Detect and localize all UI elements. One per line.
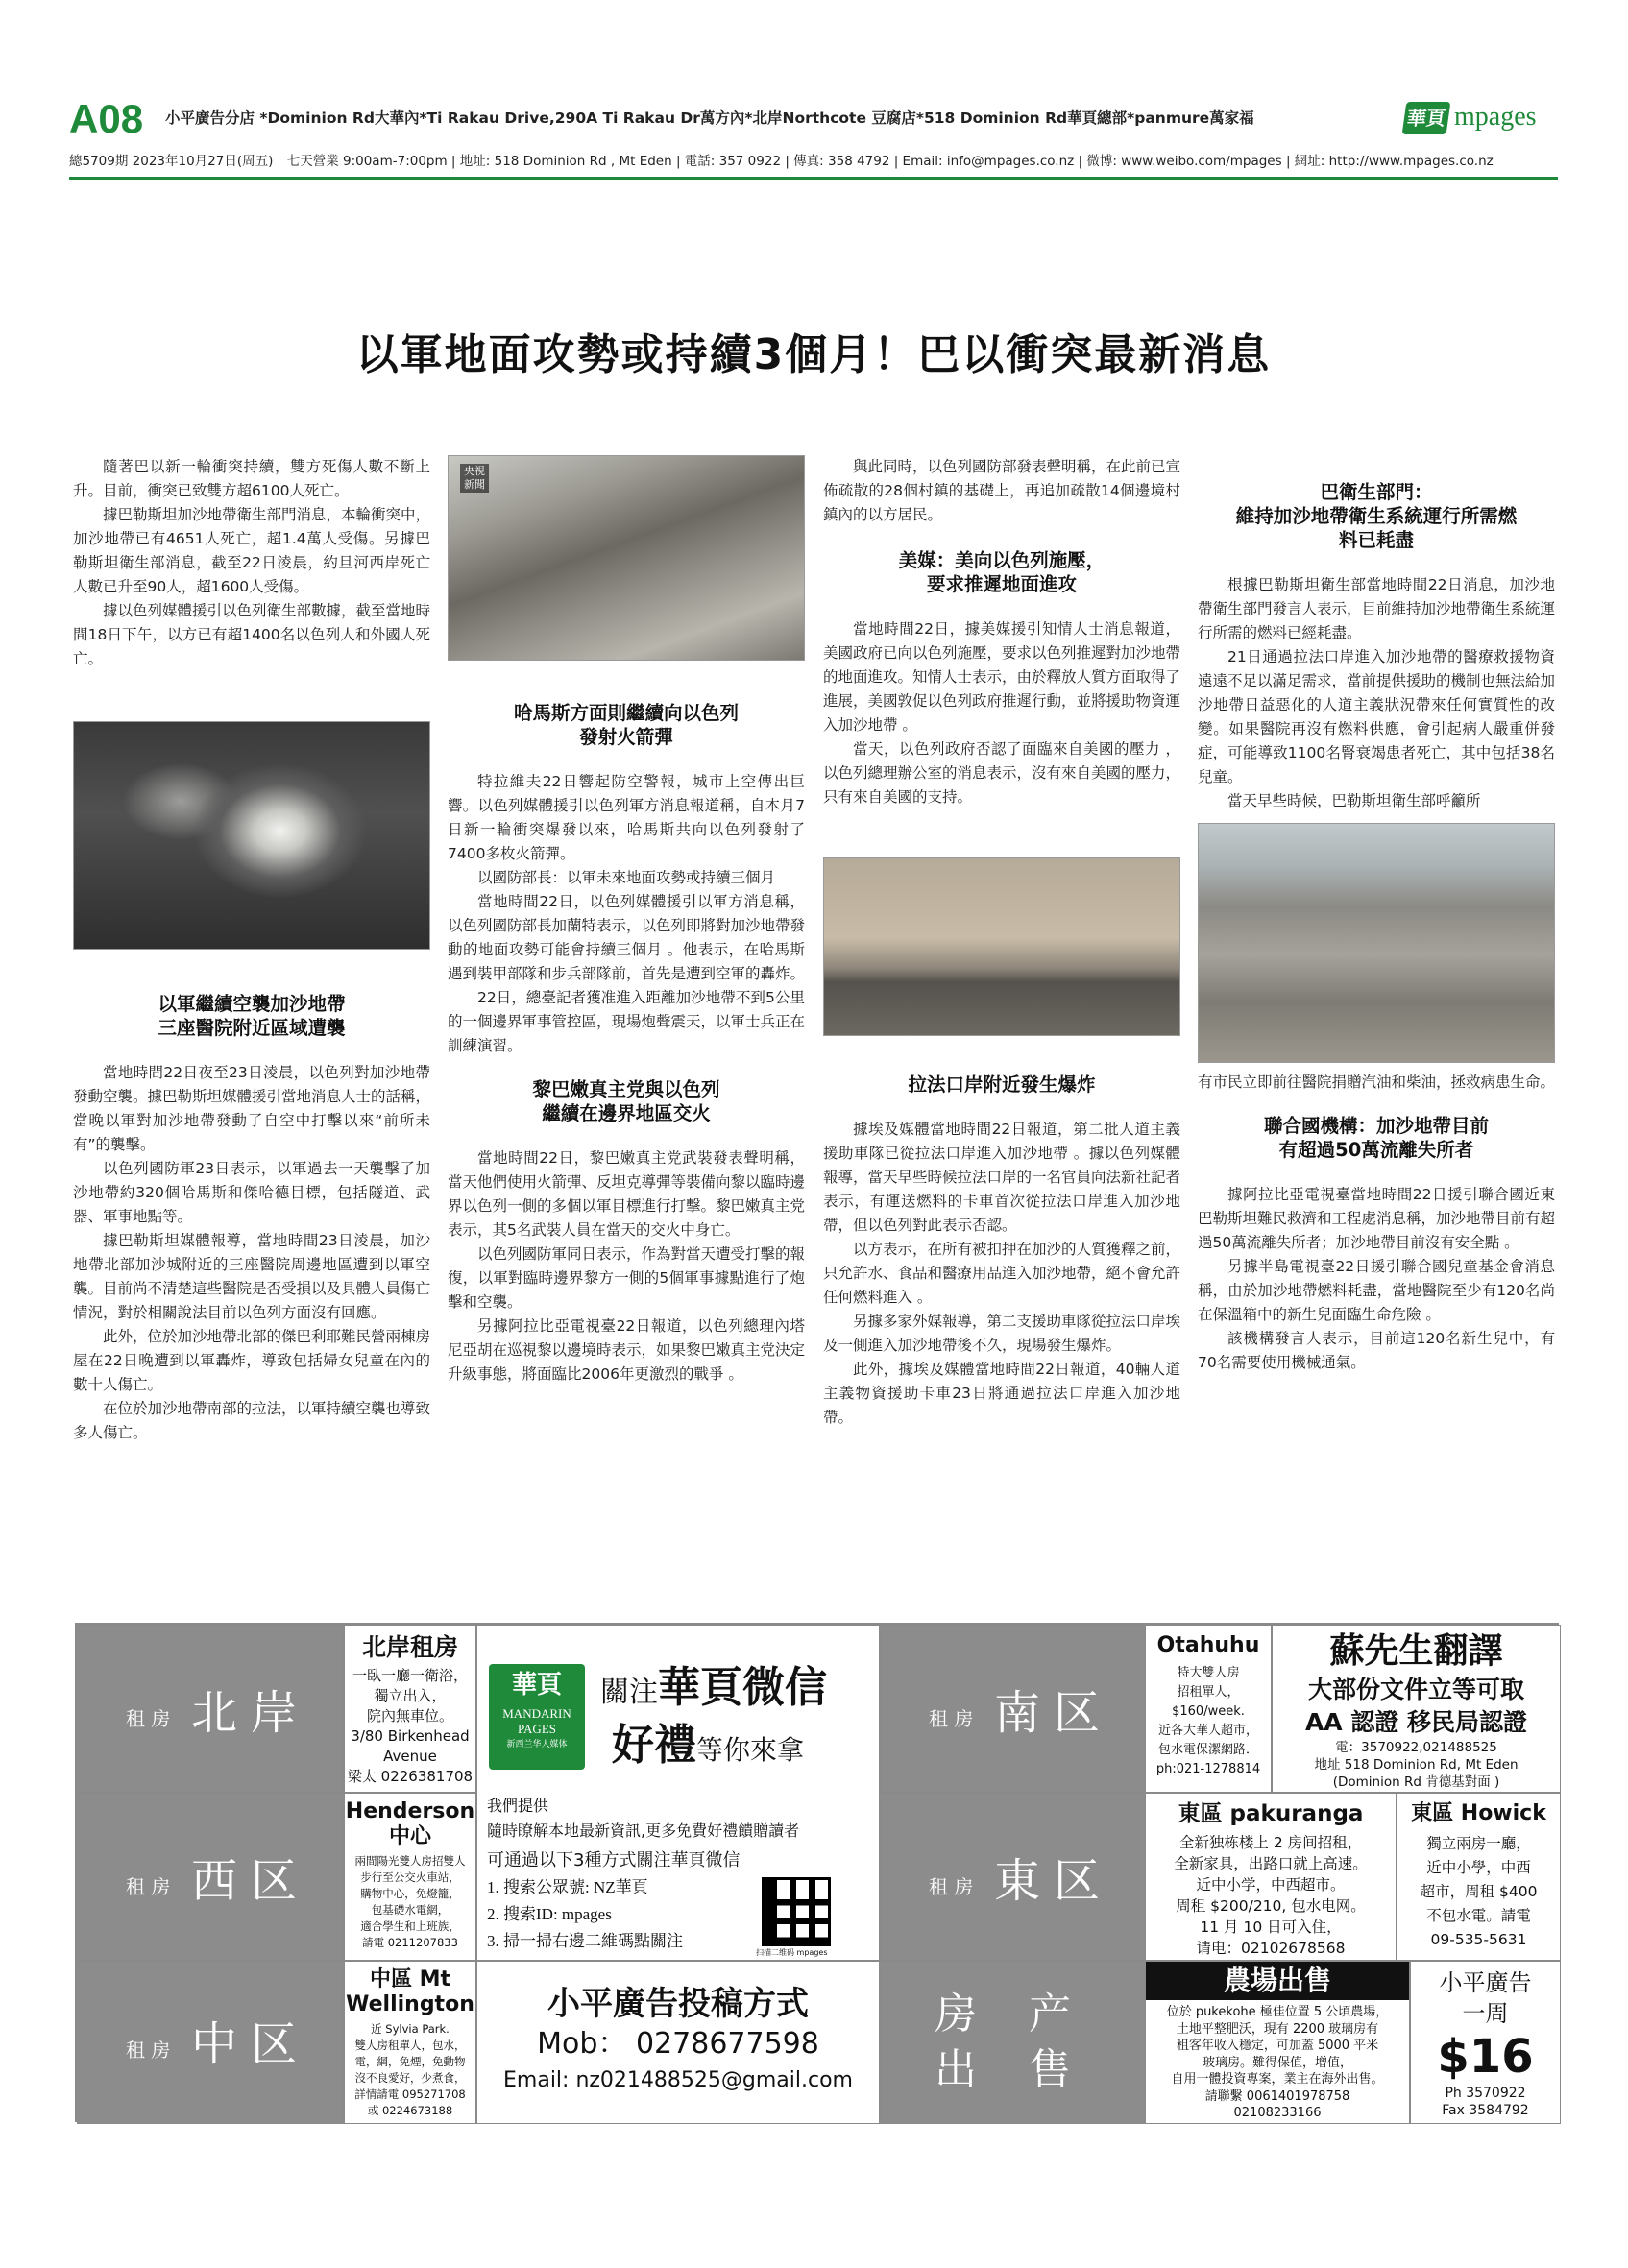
rafah-smoke-photo [823, 857, 1180, 1036]
page-headline: 以軍地面攻勢或持續3個月！巴以衝突最新消息 [355, 330, 1272, 379]
rubble-photo [448, 455, 805, 661]
issue-line [69, 152, 1558, 171]
region-label: 南区 [994, 1686, 1114, 1740]
paragraph: 當天早些時候，巴勒斯坦衛生部呼籲所 [1227, 792, 1481, 809]
paragraph: 以方表示，在所有被扣押在加沙的人質獲釋之前，只允許水、食品和醫療用品進入加沙地帶，絕不會允許任何燃料進入 。 [823, 1241, 1181, 1306]
paragraph: 據埃及媒體當地時間22日報道，第二批人道主義援助車隊已從拉法口岸進入加沙地帶 。據以色列媒體報導，當天早些時候拉法口岸的一名官員向法新社記者表示，有運送燃料的卡車首次從拉法口岸進入加沙地帶，但以色列對此表示否認。 [823, 1121, 1181, 1234]
ad-mt-wellington [344, 1961, 476, 2124]
region-middle [77, 1961, 344, 2124]
paragraph: 該機構發言人表示，目前這120名新生兒中，有70名需要使用機械通氣。 [1198, 1330, 1555, 1371]
ad-farm-sale [1145, 1961, 1410, 2124]
region-label: 西区 [191, 1854, 311, 1908]
branch-list: 小平廣告分店 *Dominion Rd大華內*Ti Rakau Drive,290A Ti Rakau Dr萬方內*北岸Northcote 豆腐店*518 Dominion Rd華頁總部*panmure萬家福 [165, 109, 1254, 127]
article-column-3 [823, 455, 1180, 1430]
subheading: 以軍繼續空襲加沙地帶 三座醫院附近區域遭襲 [158, 993, 346, 1039]
region-south [880, 1625, 1145, 1793]
wechat-methods: 可通過以下3種方式關注華頁微信 [487, 1850, 741, 1870]
region-west [77, 1793, 344, 1961]
paragraph: 與此同時，以色列國防部發表聲明稱，在此前已宣佈疏散的28個村鎮的基礎上，再追加疏散14個邊境村鎮內的以方居民。 [823, 458, 1181, 523]
cctv-news-tag: 央視 新聞 [460, 464, 489, 493]
logo-text: mpages [1454, 102, 1537, 132]
logo-mark: 華頁 [1402, 102, 1451, 134]
ad-title: 東區 pakuranga [1178, 1801, 1364, 1826]
ad-body: 一臥一廳一衛浴， 獨立出入， 院內無車位。 3/80 Birkenhead Avenue 梁太 0226381708 [347, 1667, 474, 1785]
ad-title: 北岸租房 [361, 1633, 458, 1661]
ad-price [1410, 1961, 1561, 2124]
wechat-step: 1. 搜索公眾號: NZ華頁 [487, 1878, 648, 1896]
article-column-1 [73, 455, 430, 1445]
ad-title: 中區 Mt Wellington [346, 1967, 474, 2016]
logo-sub: MANDARIN PAGES [502, 1706, 571, 1736]
ad-pakuranga [1145, 1793, 1397, 1961]
page-number: A08 [69, 96, 144, 141]
paragraph: 據以色列媒體援引以色列衛生部數據，截至當地時間18日下午，以方已有超1400名以色列人和外國人死亡。 [73, 602, 431, 667]
region-label: 房 产 出 售 [935, 1990, 1090, 2094]
paragraph: 有市民立即前往醫院捐贈汽油和柴油，拯救病患生命。 [1198, 1074, 1556, 1091]
gift-suffix: 等你來拿 [696, 1734, 805, 1766]
ad-north-rental [344, 1625, 476, 1793]
issue-date: 總5709期 2023年10月27日(周五) [69, 154, 274, 169]
region-small-label: 租 房 [929, 1875, 974, 1898]
ad-price-amount: $16 [1437, 2030, 1534, 2084]
paragraph: 此外，據埃及媒體當地時間22日報道，40輛人道主義物資援助卡車23日將通過拉法口岸進入加沙地帶。 [823, 1361, 1180, 1426]
region-small-label: 租 房 [126, 1707, 171, 1730]
paragraph: 以色列國防軍23日表示，以軍過去一天襲擊了加沙地帶約320個哈馬斯和傑哈德目標，包括隧道、武器、軍事地點等。 [73, 1160, 430, 1225]
wechat-line1 [600, 1653, 827, 1714]
paragraph: 據阿拉比亞電視臺當地時間22日援引聯合國近東巴勒斯坦難民救濟和工程處消息稱，加沙地帶目前有超過50萬流離失所者；加沙地帶目前沒有安全點 。 [1198, 1186, 1556, 1251]
paragraph: 此外，位於加沙地帶北部的傑巴利耶難民營兩棟房屋在22日晚遭到以軍轟炸，導致包括婦女兒童在內的數十人傷亡。 [73, 1328, 431, 1393]
page-header [69, 96, 1558, 184]
submit-title: 小平廣告投稿方式 [547, 1985, 809, 2023]
ad-howick [1397, 1793, 1561, 1961]
logo-note: 新西兰华人媒体 [506, 1740, 568, 1749]
ad-title: 小平廣告 一周 [1439, 1969, 1532, 2027]
subheading: 美媒：美向以色列施壓， 要求推遲地面進攻 [898, 549, 1106, 595]
subheading: 巴衛生部門： 維持加沙地帶衛生系統運行所需燃 料已耗盡 [1235, 481, 1518, 551]
gift-text: 好禮 [612, 1721, 696, 1770]
paragraph: 另據半島電視臺22日援引聯合國兒童基金會消息稱，由於加沙地帶燃料耗盡，當地醫院至少有120名尚在保溫箱中的新生兒面臨生命危險 。 [1198, 1258, 1555, 1323]
region-label: 北岸 [191, 1686, 311, 1740]
paragraph: 另據阿拉比亞電視臺22日報道，以色列總理內塔尼亞胡在巡視黎以邊境時表示，如果黎巴嫩真主党決定升級事態，將面臨比2006年更激烈的戰爭 。 [448, 1317, 806, 1383]
airstrike-night-photo [73, 721, 430, 950]
submit-mobile: Mob： 0278677598 [537, 2027, 819, 2061]
region-small-label: 租 房 [929, 1707, 974, 1730]
region-north [77, 1625, 344, 1793]
ad-body: 特大雙人房 招租單人， $160/week. 近各大華人超市， 包水電保潔網路． ph:021-1278814 [1155, 1666, 1261, 1776]
ad-title: 東區 Howick [1411, 1801, 1546, 1825]
logo-mark: 華頁 [511, 1671, 562, 1700]
ad-title: Henderson 中心 [345, 1799, 475, 1848]
paragraph: 當地時間22日，據美媒援引知情人士消息報道，美國政府已向以色列施壓，要求以色列推遲對加沙地帶的地面進攻。知情人士表示，由於釋放人質方面取得了進展，美國敦促以色列政府推遲行動，並將援助物資運入加沙地帶 。 [823, 620, 1181, 734]
ad-henderson [344, 1793, 476, 1961]
paragraph: 以色列國防軍同日表示，作為對當天遭受打擊的報復，以軍對臨時邊界黎方一側的5個軍事據點進行了炮擊和空襲。 [448, 1245, 806, 1311]
ad-title: 農場出售 [1146, 1962, 1409, 2000]
wechat-intro: 我們提供 [487, 1797, 549, 1815]
paragraph: 據巴勒斯坦加沙地帶衛生部門消息，本輪衝突中，加沙地帶已有4651人死亡，超1.4萬人受傷。另據巴勒斯坦衛生部消息，截至22日淩晨，約旦河西岸死亡人數已升至90人，超1600人受傷。 [73, 506, 431, 595]
paragraph: 在位於加沙地帶南部的拉法，以軍持續空襲也導致多人傷亡。 [73, 1400, 431, 1441]
ad-submission [476, 1961, 880, 2124]
follow-text: 關注 [600, 1676, 658, 1709]
paragraph: 根據巴勒斯坦衛生部當地時間22日消息，加沙地帶衛生部門發言人表示，目前維持加沙地帶衛生系統運行所需的燃料已經耗盡。 [1198, 576, 1556, 641]
wechat-line2 [612, 1710, 804, 1772]
subheading: 拉法口岸附近發生爆炸 [908, 1074, 1096, 1096]
paragraph: 特拉維夫22日響起防空警報，城市上空傳出巨響。以色列媒體援引以色列軍方消息報道稱，自本月7日新一輪衝突爆發以來，哈馬斯共向以色列發射了7400多枚火箭彈。 [448, 773, 805, 862]
ad-phone: Ph 3570922 [1445, 2086, 1526, 2101]
region-label: 中区 [191, 2017, 311, 2071]
subheading: 哈馬斯方面則繼續向以色列 發射火箭彈 [513, 702, 739, 748]
region-property-sale [880, 1961, 1145, 2124]
ad-translation [1272, 1625, 1561, 1793]
qr-code[interactable] [762, 1877, 831, 1946]
region-label: 東区 [994, 1854, 1114, 1908]
article-column-4 [1198, 455, 1555, 1375]
region-small-label: 租 房 [126, 1875, 171, 1898]
wechat-desc: 隨時瞭解本地最新資訊,更多免費好禮饋贈讀者 [487, 1822, 800, 1840]
paragraph: 以國防部長：以軍未來地面攻勢或持續三個月 [477, 869, 776, 886]
paragraph: 當地時間22日夜至23日淩晨，以色列對加沙地帶發動空襲。據巴勒斯坦媒體援引當地消息人士的話稱，當晚以軍對加沙地帶發動了自空中打擊以來“前所未有”的襲擊。 [73, 1064, 431, 1153]
qr-caption: 扫描二维码 mpages [756, 1948, 828, 1957]
paragraph: 22日，總臺記者獲准進入距離加沙地帶不到5公里的一個邊界軍事管控區，現場炮聲震天，以軍士兵正在訓練演習。 [448, 989, 806, 1054]
paragraph: 當天，以色列政府否認了面臨來自美國的壓力 ，以色列總理辦公室的消息表示，沒有來自美國的壓力，只有來自美國的支持。 [823, 740, 1181, 806]
region-small-label: 租 房 [126, 2039, 171, 2062]
classified-ads [75, 1623, 1559, 2122]
mpages-logo [1404, 100, 1558, 138]
wechat-step: 3. 掃一掃右邊二維碼點關注 [487, 1932, 683, 1950]
subheading: 黎巴嫩真主党與以色列 繼續在邊界地區交火 [532, 1078, 720, 1124]
ad-body: 全新独栋楼上 2 房间招租， 全新家具，出路口就上高速。 近中小学，中西超市。 周租 $200/210, 包水电网。 11 月 10 日可入住， 请电：02102678568 [1174, 1834, 1368, 1957]
ad-body: 兩間陽光雙人房招雙人 步行至公交火車站， 購物中心，免燈籠， 包基礎水電網， 適合學生和上班族， 請電 0211207833 [354, 1854, 466, 1949]
paragraph: 當地時間22日，以色列媒體援引以軍方消息稱，以色列國防部長加蘭特表示，以色列即將對加沙地帶發動的地面攻勢可能會持續三個月 。他表示，在哈馬斯遇到裝甲部隊和步兵部隊前，首先是遭到空軍的轟炸。 [448, 893, 806, 982]
ad-title: Otahuhu [1156, 1633, 1260, 1657]
ad-body: 近 Sylvia Park. 雙人房租單人，包水， 電，網，免煙，免動物 沒不良愛好，少煮食， 詳情請電 095271708 或 0224673188 [354, 2022, 466, 2117]
paragraph: 21日通過拉法口岸進入加沙地帶的醫療救援物資遠遠不足以滿足需求，當前提供援助的機制也無法給加沙地帶日益惡化的人道主義狀況帶來任何實質性的改變。如果醫院再沒有燃料供應，會引起病人嚴重併發症，可能導致1100名腎衰竭患者死亡，其中包括38名兒童。 [1198, 648, 1556, 785]
subheading: 聯合國機構：加沙地帶目前 有超過50萬流離失所者 [1263, 1115, 1489, 1161]
wechat-step: 2. 搜索ID: mpages [487, 1905, 612, 1923]
ad-body: 獨立兩房一廳， 近中小學，中西 超市，周租 $400 不包水電。請電 09-535-5631 [1420, 1835, 1538, 1948]
ad-body: 電：3570922,021488525 地址 518 Dominion Rd, Mt Eden (Dominion Rd 肯德基對面 ) [1314, 1740, 1519, 1790]
mandarin-pages-logo [489, 1664, 585, 1770]
wechat-name: 華頁微信 [658, 1663, 827, 1712]
header-rule [69, 177, 1558, 180]
ad-line: 大部份文件立等可取 [1307, 1676, 1524, 1703]
ad-body: 位於 pukekohe 極佳位置 5 公頃農場， 土地平整肥沃，現有 2200 玻璃房有 租客年收入穩定，可加蓋 5000 平米 玻璃房。難得保值，增值， 自用一體投資專案，業主在海外出售。 請聯繫 0061401978758 02108233166 [1166, 2005, 1389, 2120]
paragraph: 另據多家外媒報導，第二支援助車隊從拉法口岸埃及一側進入加沙地帶後不久，現場發生爆炸。 [823, 1313, 1181, 1354]
article-column-2 [448, 455, 805, 1387]
gaza-rubble-photo [1198, 823, 1555, 1063]
paragraph: 當地時間22日，黎巴嫩真主党武裝發表聲明稱，當天他們使用火箭彈、反坦克導彈等裝備向黎以臨時邊界以色列一側的多個以軍目標進行打擊。黎巴嫩真主党表示，其5名武裝人員在當天的交火中身亡。 [448, 1149, 806, 1239]
paragraph: 據巴勒斯坦媒體報導，當地時間23日淩晨，加沙地帶北部加沙城附近的三座醫院周邊地區遭到以軍空襲。目前尚不清楚這些醫院是否受損以及具體人員傷亡情況，對於相關說法目前以色列方面沒有回應。 [73, 1232, 431, 1321]
wechat-promo [476, 1625, 880, 1961]
region-east [880, 1793, 1145, 1961]
paragraph: 隨著巴以新一輪衝突持續，雙方死傷人數不斷上升。目前，衝突已致雙方超6100人死亡。 [73, 458, 430, 499]
ad-line: AA 認證 移民局認證 [1304, 1708, 1528, 1736]
ad-title: 蘇先生翻譯 [1329, 1631, 1503, 1671]
ad-otahuhu [1145, 1625, 1272, 1793]
submit-email[interactable]: Email: nz021488525@gmail.com [503, 2068, 853, 2092]
contact-info: 七天營業 9:00am-7:00pm | 地址: 518 Dominion Rd , Mt Eden | 電話: 357 0922 | 傳真: 358 4792 | Email: info@mpages.co.nz | 微博: www.weibo.com/mpages | 網址: http://www.mpages.co.nz [286, 154, 1494, 169]
ad-fax: Fax 3584792 [1442, 2103, 1529, 2118]
